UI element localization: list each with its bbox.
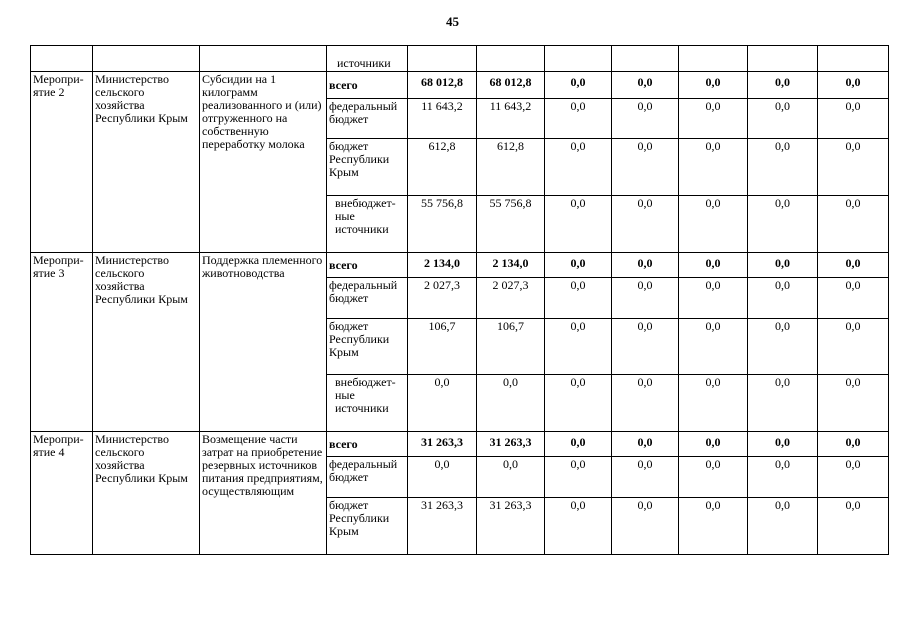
value-cell: 11 643,2 xyxy=(477,99,545,139)
description-cell: Субсидии на 1 килограмм реализованного и (или) отгруженного на собственную переработку молока xyxy=(200,72,327,253)
value-cell: 0,0 xyxy=(818,196,889,253)
value-cell: 31 263,3 xyxy=(477,432,545,457)
value-cell: 612,8 xyxy=(408,139,477,196)
source-cell: внебюджет- ные источники xyxy=(327,375,408,432)
value-cell: 0,0 xyxy=(679,196,748,253)
executor-cell: Министерство сельского хозяйства Республики Крым xyxy=(93,253,200,432)
event-cell: Меропри- ятие 2 xyxy=(31,72,93,253)
total-row xyxy=(31,72,889,99)
value-cell: 68 012,8 xyxy=(408,72,477,99)
value-cell: 2 027,3 xyxy=(477,278,545,319)
value-cell: 0,0 xyxy=(545,319,612,375)
value-cell: 0,0 xyxy=(818,278,889,319)
cell-empty xyxy=(31,46,93,72)
source-cell: бюджет Республики Крым xyxy=(327,319,408,375)
event-cell: Меропри- ятие 4 xyxy=(31,432,93,555)
source-cell: всего xyxy=(327,432,408,457)
value-cell: 0,0 xyxy=(679,432,748,457)
source-cell: внебюджет- ные источники xyxy=(327,196,408,253)
value-cell: 0,0 xyxy=(612,278,679,319)
value-cell: 0,0 xyxy=(612,498,679,555)
cell-empty xyxy=(200,46,327,72)
executor-cell: Министерство сельского хозяйства Республики Крым xyxy=(93,432,200,555)
value-cell: 2 134,0 xyxy=(408,253,477,278)
value-cell: 0,0 xyxy=(818,253,889,278)
value-cell: 0,0 xyxy=(612,196,679,253)
value-cell: 0,0 xyxy=(545,375,612,432)
value-cell: 31 263,3 xyxy=(408,498,477,555)
value-cell: 0,0 xyxy=(748,139,818,196)
value-cell: 0,0 xyxy=(477,375,545,432)
value-cell: 0,0 xyxy=(748,253,818,278)
value-cell: 0,0 xyxy=(545,278,612,319)
value-cell: 11 643,2 xyxy=(408,99,477,139)
value-cell: 0,0 xyxy=(818,139,889,196)
value-cell: 0,0 xyxy=(545,72,612,99)
value-cell: 0,0 xyxy=(679,278,748,319)
source-cell: всего xyxy=(327,72,408,99)
funding-table xyxy=(30,45,889,555)
top-row xyxy=(31,46,889,72)
description-cell: Поддержка племенного животноводства xyxy=(200,253,327,432)
page-number: 45 xyxy=(446,14,459,29)
value-cell: 106,7 xyxy=(408,319,477,375)
value-cell: 0,0 xyxy=(545,99,612,139)
value-cell: 68 012,8 xyxy=(477,72,545,99)
value-cell: 0,0 xyxy=(818,99,889,139)
source-cell: бюджет Республики Крым xyxy=(327,498,408,555)
cell-empty xyxy=(408,46,477,72)
value-cell: 0,0 xyxy=(679,139,748,196)
value-cell: 0,0 xyxy=(408,457,477,498)
value-cell: 0,0 xyxy=(679,72,748,99)
value-cell: 0,0 xyxy=(612,457,679,498)
total-row xyxy=(31,432,889,457)
cell-empty xyxy=(679,46,748,72)
value-cell: 0,0 xyxy=(545,253,612,278)
value-cell: 0,0 xyxy=(748,457,818,498)
value-cell: 0,0 xyxy=(679,457,748,498)
value-cell: 55 756,8 xyxy=(477,196,545,253)
cell-empty xyxy=(477,46,545,72)
value-cell: 0,0 xyxy=(612,253,679,278)
value-cell: 0,0 xyxy=(818,498,889,555)
value-cell: 0,0 xyxy=(748,375,818,432)
value-cell: 106,7 xyxy=(477,319,545,375)
source-cell: федеральный бюджет xyxy=(327,99,408,139)
value-cell: 0,0 xyxy=(612,319,679,375)
value-cell: 0,0 xyxy=(612,375,679,432)
value-cell: 0,0 xyxy=(748,99,818,139)
source-cell: источники xyxy=(327,46,408,72)
value-cell: 0,0 xyxy=(818,319,889,375)
source-cell: федеральный бюджет xyxy=(327,457,408,498)
value-cell: 0,0 xyxy=(612,432,679,457)
value-cell: 0,0 xyxy=(477,457,545,498)
event-cell: Меропри- ятие 3 xyxy=(31,253,93,432)
value-cell: 0,0 xyxy=(612,139,679,196)
value-cell: 0,0 xyxy=(679,99,748,139)
value-cell: 612,8 xyxy=(477,139,545,196)
value-cell: 0,0 xyxy=(679,253,748,278)
total-row xyxy=(31,253,889,278)
value-cell: 0,0 xyxy=(679,375,748,432)
value-cell: 0,0 xyxy=(748,498,818,555)
cell-empty xyxy=(612,46,679,72)
source-cell: всего xyxy=(327,253,408,278)
value-cell: 0,0 xyxy=(545,196,612,253)
cell-empty xyxy=(748,46,818,72)
value-cell: 0,0 xyxy=(748,278,818,319)
value-cell: 0,0 xyxy=(679,319,748,375)
value-cell: 0,0 xyxy=(818,432,889,457)
value-cell: 0,0 xyxy=(818,72,889,99)
value-cell: 31 263,3 xyxy=(477,498,545,555)
value-cell: 0,0 xyxy=(818,375,889,432)
value-cell: 0,0 xyxy=(545,432,612,457)
value-cell: 0,0 xyxy=(545,498,612,555)
executor-cell: Министерство сельского хозяйства Республики Крым xyxy=(93,72,200,253)
value-cell: 0,0 xyxy=(408,375,477,432)
value-cell: 0,0 xyxy=(748,196,818,253)
value-cell: 2 027,3 xyxy=(408,278,477,319)
value-cell: 0,0 xyxy=(748,319,818,375)
value-cell: 31 263,3 xyxy=(408,432,477,457)
cell-empty xyxy=(818,46,889,72)
value-cell: 0,0 xyxy=(612,99,679,139)
value-cell: 0,0 xyxy=(545,139,612,196)
value-cell: 55 756,8 xyxy=(408,196,477,253)
source-cell: федеральный бюджет xyxy=(327,278,408,319)
cell-empty xyxy=(545,46,612,72)
value-cell: 0,0 xyxy=(748,72,818,99)
value-cell: 0,0 xyxy=(612,72,679,99)
source-cell: бюджет Республики Крым xyxy=(327,139,408,196)
value-cell: 0,0 xyxy=(545,457,612,498)
value-cell: 0,0 xyxy=(679,498,748,555)
description-cell: Возмещение части затрат на приобретение резервных источников питания предприятиям, осуществляющим xyxy=(200,432,327,555)
cell-empty xyxy=(93,46,200,72)
value-cell: 0,0 xyxy=(748,432,818,457)
value-cell: 2 134,0 xyxy=(477,253,545,278)
value-cell: 0,0 xyxy=(818,457,889,498)
